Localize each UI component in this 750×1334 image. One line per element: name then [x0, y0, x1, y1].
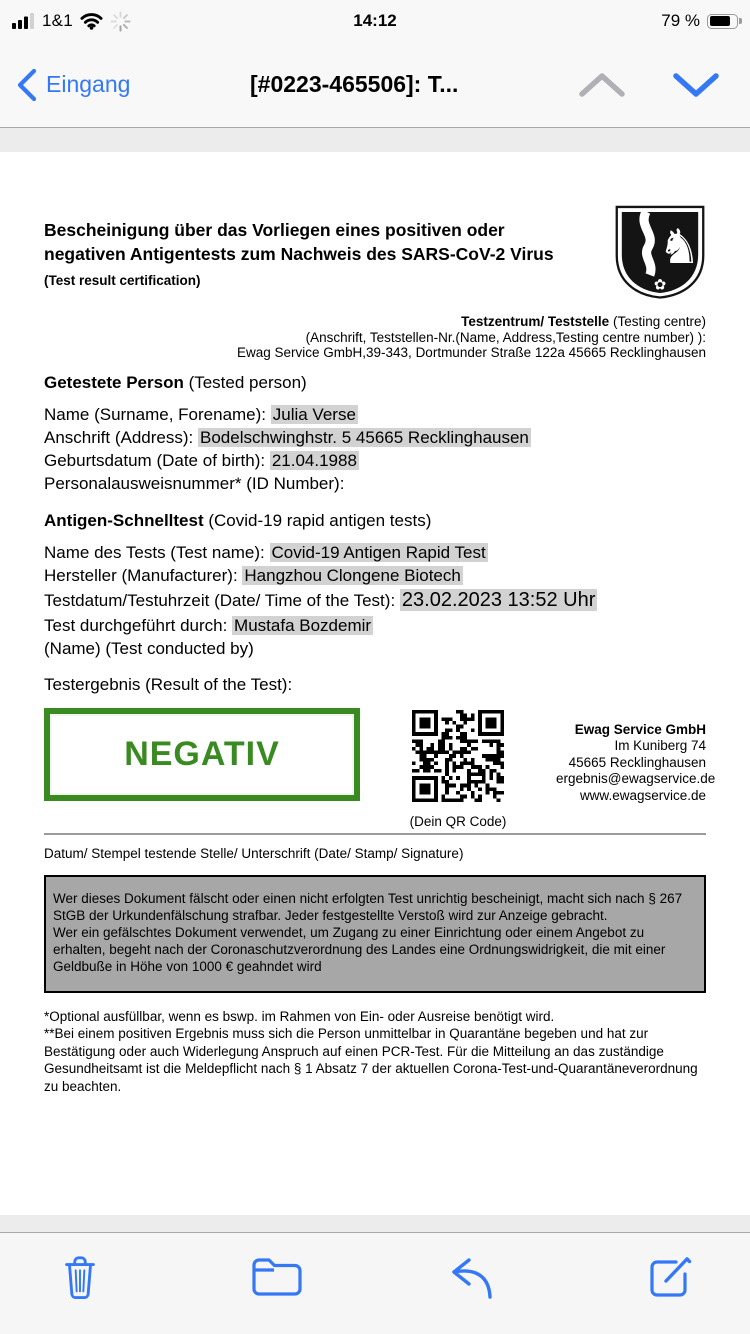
back-label: Eingang: [46, 71, 131, 97]
reply-button[interactable]: [441, 1247, 505, 1307]
activity-spinner-icon: [110, 11, 131, 32]
company-street: Im Kuniberg 74: [614, 738, 706, 753]
tested-person-heading: Getestete Person (Tested person): [44, 372, 307, 392]
field-name: Name (Surname, Forename): Julia Verse: [44, 404, 356, 424]
legal-warning-box: [44, 875, 706, 993]
antigen-test-fields: [44, 541, 706, 660]
cellular-signal-icon: [12, 13, 35, 29]
test-centre-hint: (Anschrift, Teststellen-Nr.(Name, Address,Testing centre number) ):: [305, 329, 706, 345]
status-bar: [0, 0, 750, 42]
email-body-document[interactable]: [0, 152, 750, 1215]
field-test-name-value: Covid-19 Antigen Rapid Test: [271, 542, 486, 562]
result-row: [44, 708, 716, 829]
clock: 14:12: [353, 11, 397, 30]
company-city: 45665 Recklinghausen: [568, 754, 706, 770]
footnotes: [44, 1008, 706, 1096]
result-heading: Testergebnis (Result of the Test):: [44, 674, 293, 694]
svg-text:♞: ♞: [657, 220, 701, 276]
wifi-icon: [80, 12, 103, 30]
content-margin-top: [0, 128, 750, 152]
delete-button[interactable]: [48, 1247, 112, 1307]
test-centre-block: Testzentrum/ Teststelle (Testing centre) (Anschrift, Teststellen-Nr.(Name, Address,Testing centre number) ): Ewag Service GmbH,39-343, Dortmunder Straße 122a 45665 Recklinghausen: [44, 314, 706, 361]
field-manufacturer: Hersteller (Manufacturer): Hangzhou Clongene Biotech: [44, 565, 461, 585]
result-value: NEGATIV: [124, 734, 280, 773]
field-address-value: Bodelschwinghstr. 5 45665 Recklinghausen: [200, 427, 529, 447]
legal-warning-line-1: Wer dieses Dokument fälscht oder einen nicht erfolgten Test unrichtig bescheinigt, macht sich nach § 267 StGB der Urkundenfälschung strafbar. Jeder festgestellte Verstoß wird zur Anzeige gebracht.: [53, 890, 683, 923]
field-address: Anschrift (Address): Bodelschwinghstr. 5 45665 Recklinghausen: [44, 427, 529, 447]
result-box: [44, 708, 360, 801]
test-centre-address: Ewag Service GmbH,39-343, Dortmunder Straße 122a 45665 Recklinghausen: [236, 345, 706, 360]
battery-percent-label: 79 %: [661, 11, 700, 30]
company-block: [556, 721, 716, 829]
compose-button[interactable]: [638, 1247, 702, 1307]
battery-icon: [707, 14, 738, 29]
certificate-title-en: (Test result certification): [44, 273, 201, 288]
back-to-inbox-button[interactable]: [16, 68, 130, 102]
previous-message-button chevron-up-icon[interactable]: [578, 72, 626, 98]
folder-icon: [251, 1256, 303, 1298]
compose-icon: [645, 1252, 695, 1302]
next-message-button chevron-down-icon[interactable]: [672, 72, 720, 98]
battery-fill: [710, 16, 730, 26]
trash-icon: [57, 1251, 103, 1303]
field-conducted-by-en: (Name) (Test conducted by): [44, 638, 254, 658]
footnote-1: *Optional ausfüllbar, wenn es bswp. im Rahmen von Ein- oder Ausreise benötigt wird.: [44, 1008, 555, 1024]
antigen-test-heading: Antigen-Schnelltest (Covid-19 rapid antigen tests): [44, 510, 432, 530]
company-email-link[interactable]: ergebnis@ewagservice.de: [556, 771, 716, 786]
field-manufacturer-value: Hangzhou Clongene Biotech: [244, 565, 461, 585]
signature-label: Datum/ Stempel testende Stelle/ Unterschrift (Date/ Stamp/ Signature): [44, 845, 464, 861]
mail-nav-bar: [0, 42, 750, 128]
carrier-label: 1&1: [42, 11, 73, 30]
company-name: Ewag Service GmbH: [574, 721, 706, 737]
qr-block: [392, 710, 524, 829]
battery-nub: [739, 18, 742, 24]
svg-text:✿: ✿: [653, 276, 667, 294]
qr-caption: (Dein QR Code): [409, 813, 507, 829]
move-to-folder-button[interactable]: [245, 1247, 309, 1307]
footnote-2: **Bei einem positiven Ergebnis muss sich die Person unmittelbar in Quarantäne begeben und hat zur Bestätigung oder auch Widerlegung Anspruch auf einen PCR-Test. Für die Mitteilung an das zuständige Gesundheitsamt ist die Meldepflicht nach § 1 Absatz 7 der aktuellen Corona-Test-und-Quarantäneverordnung zu beachten.: [44, 1026, 698, 1094]
field-birthdate-value: 21.04.1988: [271, 450, 357, 470]
certificate-title: Bescheinigung über das Vorliegen eines positiven oder negativen Antigentests zum Nachweis des SARS-CoV-2 Virus: [44, 220, 554, 264]
content-margin-bottom: [0, 1215, 750, 1233]
test-centre-label: Testzentrum/ Teststelle: [461, 314, 610, 329]
qr-code: [412, 710, 504, 802]
mail-toolbar: [0, 1233, 750, 1334]
nrw-coat-of-arms: [614, 204, 706, 300]
email-subject-title: [#0223-465506]: T...: [250, 71, 459, 97]
company-website-link[interactable]: www.ewagservice.de: [579, 787, 706, 803]
field-test-datetime: Testdatum/Testuhrzeit (Date/ Time of the Test): 23.02.2023 13:52 Uhr: [44, 588, 596, 611]
field-id-number: Personalausweisnummer* (ID Number):: [44, 473, 345, 493]
field-name-value: Julia Verse: [272, 404, 356, 424]
field-birthdate: Geburtsdatum (Date of birth): 21.04.1988: [44, 450, 357, 470]
field-conducted-by: Test durchgeführt durch: Mustafa Bozdemir: [44, 615, 372, 635]
reply-arrow-icon: [448, 1252, 498, 1302]
field-test-datetime-value: 23.02.2023 13:52 Uhr: [401, 588, 596, 611]
field-test-name: Name des Tests (Test name): Covid-19 Antigen Rapid Test: [44, 542, 486, 562]
field-conducted-by-value: Mustafa Bozdemir: [234, 615, 372, 635]
tested-person-fields: [44, 403, 706, 495]
legal-warning-line-2: Wer ein gefälschtes Dokument verwendet, um Zugang zu einer Einrichtung oder einem Angebot zu erhalten, begeht nach der Coronaschutzverordnung des Landes eine Ordnungswidrigkeit, die mit einer Geldbuße in Höhe von 1000 € geahndet wird: [53, 924, 666, 974]
back-chevron-icon: [16, 68, 38, 102]
signature-divider: [44, 833, 706, 835]
